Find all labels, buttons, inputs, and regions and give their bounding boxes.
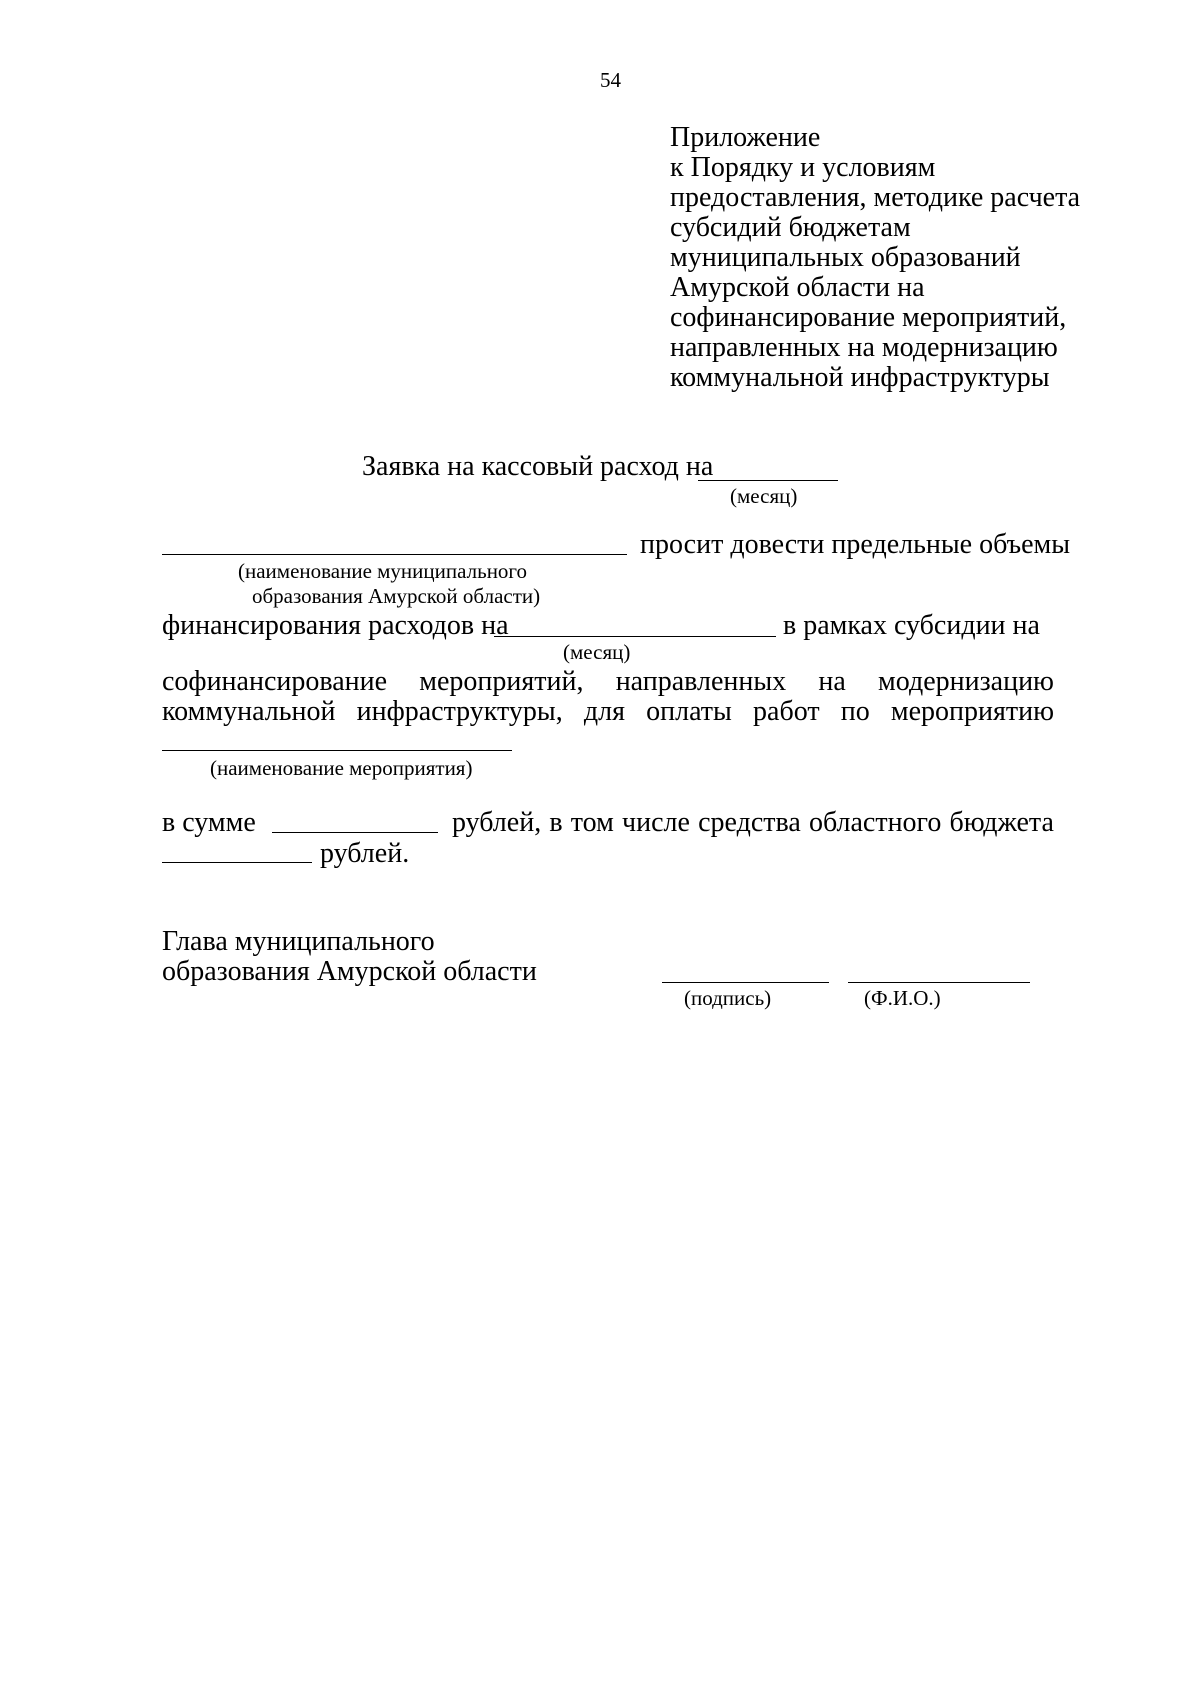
word: мероприятий, — [419, 666, 584, 697]
word: модернизацию — [878, 666, 1054, 697]
justified-line — [162, 668, 1054, 696]
appendix-line: Приложение — [670, 122, 821, 153]
appendix-line: коммунальной инфраструктуры — [670, 362, 1050, 393]
month-hint: (месяц) — [563, 640, 631, 664]
word: для — [583, 696, 625, 727]
signature-hint: (подпись) — [684, 986, 772, 1010]
name-blank-line — [848, 982, 1030, 983]
appendix-line: субсидий бюджетам — [670, 212, 911, 243]
word: работ — [753, 696, 820, 727]
subsidy-text: в рамках субсидии на — [783, 610, 1040, 641]
word: рублей, — [452, 807, 542, 838]
appendix-line: направленных на модернизацию — [670, 332, 1058, 363]
word: инфраструктуры, — [356, 696, 563, 727]
word: числе — [622, 807, 690, 838]
month-hint: (месяц) — [730, 484, 798, 508]
word: направленных — [615, 666, 787, 697]
appendix-line: софинансирование мероприятий, — [670, 302, 1067, 333]
municipality-blank-line — [162, 554, 627, 555]
word: коммунальной — [162, 696, 336, 727]
justified-line — [452, 809, 1054, 837]
word: по — [840, 696, 870, 727]
month-blank-line — [698, 480, 838, 481]
sum-label: в сумме — [162, 807, 256, 838]
head-title: образования Амурской области — [162, 956, 537, 987]
word: оплаты — [646, 696, 732, 727]
regional-sum-blank-line — [162, 862, 312, 863]
signature-blank-line — [662, 982, 829, 983]
head-title: Глава муниципального — [162, 926, 435, 957]
municipality-hint: (наименование муниципального — [238, 559, 528, 583]
name-hint: (Ф.И.О.) — [864, 986, 941, 1010]
sum-blank-line — [272, 832, 438, 833]
word: в — [549, 807, 563, 838]
page-number: 54 — [600, 68, 621, 92]
appendix-line: предоставления, методике расчета — [670, 182, 1081, 213]
word: софинансирование — [162, 666, 388, 697]
rubles-end: рублей. — [320, 838, 410, 869]
activity-blank-line — [162, 750, 512, 751]
financing-text: финансирования расходов на — [162, 610, 509, 641]
appendix-line: к Порядку и условиям — [670, 152, 936, 183]
activity-hint: (наименование мероприятия) — [210, 756, 473, 780]
word: на — [818, 666, 846, 697]
form-title: Заявка на кассовый расход на — [362, 451, 714, 482]
word: областного — [808, 807, 942, 838]
municipality-hint: образования Амурской области) — [252, 584, 541, 608]
appendix-line: муниципальных образований — [670, 242, 1021, 273]
appendix-line: Амурской области на — [670, 272, 925, 303]
request-text: просит довести предельные объемы — [640, 529, 1071, 560]
word: мероприятию — [890, 696, 1054, 727]
word: бюджета — [949, 807, 1054, 838]
word: том — [570, 807, 614, 838]
word: средства — [698, 807, 801, 838]
justified-line — [162, 698, 1054, 726]
financing-month-blank-line — [494, 636, 776, 637]
